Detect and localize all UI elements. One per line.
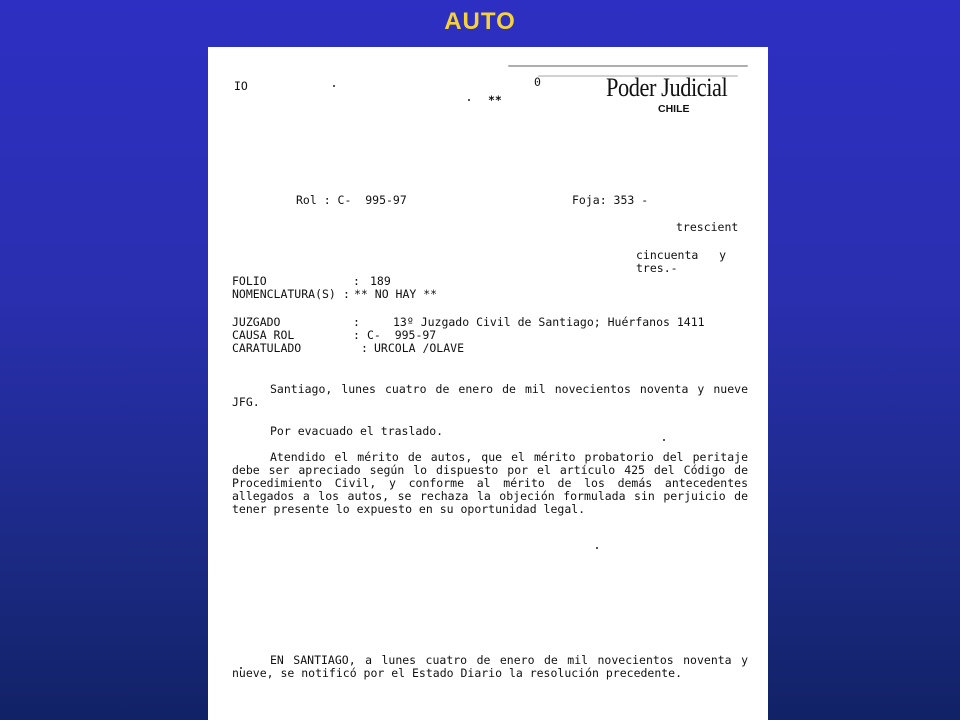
field-sep: :	[343, 287, 350, 301]
scan-speck	[663, 439, 665, 441]
paragraph-traslado	[232, 425, 748, 438]
field-value-caratulado: URCOLA /OLAVE	[374, 341, 465, 355]
header-fragment-right: 0	[534, 75, 541, 89]
field-label-folio: FOLIO	[232, 274, 267, 288]
field-label-caratulado: CARATULADO	[232, 341, 302, 355]
poder-judicial-stamp: Poder Judicial	[606, 73, 728, 102]
paragraph-resolution	[232, 451, 748, 516]
foja-label: Foja: 353 -	[572, 193, 649, 207]
scan-speck	[596, 547, 598, 549]
paragraph-notification	[232, 654, 748, 680]
rol-label: Rol : C- 995-97	[296, 193, 407, 207]
field-value-causa-rol: C- 995-97	[367, 328, 437, 342]
scan-streak	[508, 65, 748, 67]
paragraph-text: Por evacuado el traslado.	[270, 424, 444, 438]
scanned-document	[208, 47, 768, 720]
scan-speck	[468, 99, 470, 101]
field-sep: :	[361, 341, 368, 355]
foja-words-1: trescient	[676, 220, 739, 234]
field-value-juzgado: 13º Juzgado Civil de Santiago; Huérfanos 1411	[393, 315, 705, 329]
header-fragment-left: IO	[234, 79, 248, 93]
slide-title: AUTO	[444, 8, 516, 35]
paragraph-text: Atendido el mérito de autos, que el mérito probatorio del peritaje debe ser apreciado según lo dispuesto por el artículo 425 del Código de Procedimiento Civil, y conforme al mérito de los demás antecedentes allegados a los autos, se rechaza la objeción formulada sin perjuicio de tener presente lo expuesto en su oportunidad legal.	[232, 450, 748, 516]
field-label-juzgado: JUZGADO	[232, 315, 281, 329]
foja-words-3: tres.-	[636, 261, 678, 275]
field-value-nomenclatura: ** NO HAY **	[354, 287, 438, 301]
paragraph-text: Santiago, lunes cuatro de enero de mil novecientos noventa y nueve JFG.	[232, 382, 748, 409]
scan-speck	[333, 85, 335, 87]
field-label-causa-rol: CAUSA ROL	[232, 328, 295, 342]
field-label-nomenclatura: NOMENCLATURA(S)	[232, 287, 336, 301]
paragraph-text: EN SANTIAGO, a lunes cuatro de enero de mil novecientos noventa y nueve, se notificó por el Estado Diario la resolución precedente.	[232, 653, 748, 680]
paragraph-date	[232, 383, 748, 409]
field-sep: :	[353, 328, 360, 342]
field-value-folio: 189	[370, 274, 391, 288]
field-sep: :	[353, 274, 360, 288]
stamp-country: CHILE	[658, 103, 690, 115]
field-sep: :	[353, 315, 360, 329]
foja-words-2: cincuenta y	[636, 248, 727, 262]
header-fragment-mid: **	[488, 93, 502, 107]
